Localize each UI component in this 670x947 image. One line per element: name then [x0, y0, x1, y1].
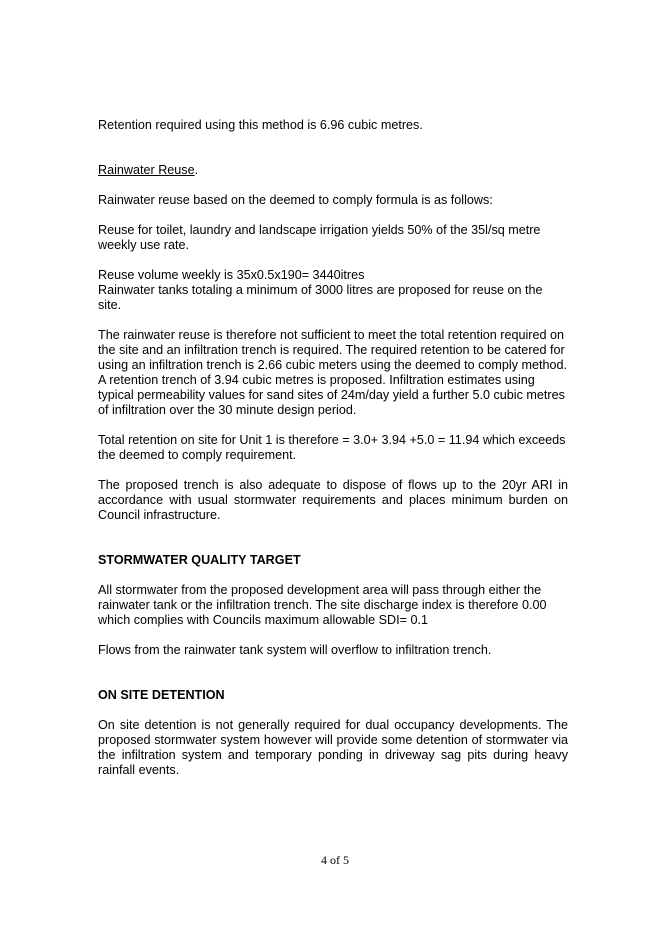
- reuse-volume-line: Reuse volume weekly is 35x0.5x190= 3440itres: [98, 268, 365, 282]
- detention-heading: ON SITE DETENTION: [98, 688, 225, 702]
- reuse-heading-text: Rainwater Reuse: [98, 163, 195, 177]
- reuse-heading: [98, 163, 568, 178]
- total-retention-paragraph: Total retention on site for Unit 1 is therefore = 3.0+ 3.94 +5.0 = 11.94 which exceeds the deemed to comply requirement.: [98, 433, 566, 462]
- detention-paragraph: On site detention is not generally required for dual occupancy developments. The proposed stormwater system however will provide some detention of stormwater via the infiltration system and temporary ponding in driveway sag pits during heavy rainfall events.: [98, 718, 568, 777]
- infiltration-paragraph: The rainwater reuse is therefore not sufficient to meet the total retention required on the site and an infiltration trench is required. The required retention to be catered for using an infiltration trench is 2.66 cubic meters using the deemed to comply method. A retention trench of 3.94 cubic metres is proposed. Infiltration estimates using typical permeability values for sand sites of 24m/day yield a further 5.0 cubic metres of infiltration over the 30 minute design period.: [98, 328, 568, 417]
- quality-paragraph: All stormwater from the proposed development area will pass through either the rainwater tank or the infiltration trench. The site discharge index is therefore 0.00 which complies with Councils maximum allowable SDI= 0.1: [98, 583, 547, 627]
- reuse-heading-suffix: .: [194, 163, 199, 177]
- reuse-rate-paragraph: Reuse for toilet, laundry and landscape irrigation yields 50% of the 35l/sq metre weekly use rate.: [98, 223, 541, 252]
- document-body: [98, 118, 568, 778]
- rainwater-tanks-paragraph: Rainwater tanks totaling a minimum of 3000 litres are proposed for reuse on the site.: [98, 283, 543, 312]
- quality-heading: STORMWATER QUALITY TARGET: [98, 553, 301, 567]
- page-number: 4 of 5: [321, 853, 349, 867]
- overflow-paragraph: Flows from the rainwater tank system will overflow to infiltration trench.: [98, 643, 492, 657]
- reuse-intro-paragraph: Rainwater reuse based on the deemed to comply formula is as follows:: [98, 193, 493, 207]
- retention-paragraph: Retention required using this method is 6.96 cubic metres.: [98, 118, 423, 132]
- trench-capacity-paragraph: The proposed trench is also adequate to dispose of flows up to the 20yr ARI in accordance with usual stormwater requirements and places minimum burden on Council infrastructure.: [98, 478, 568, 522]
